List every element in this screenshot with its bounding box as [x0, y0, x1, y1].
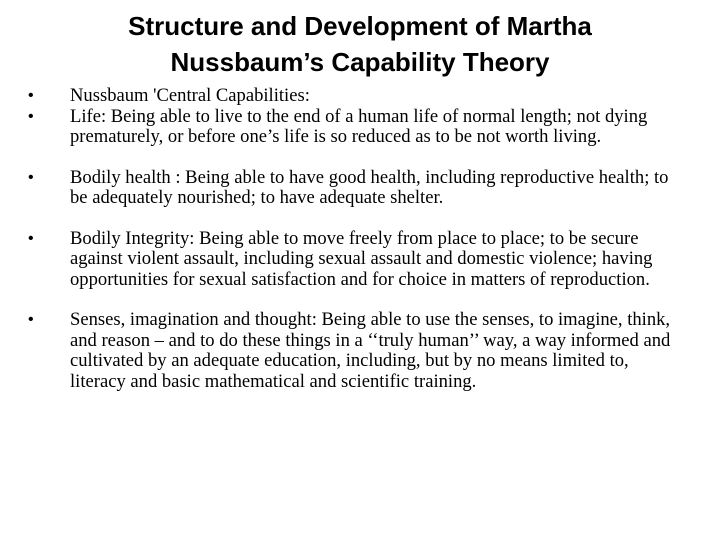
bullet-list [28, 86, 678, 392]
title-line-2: Nussbaum’s Capability Theory [170, 47, 550, 77]
bullet-item-life [28, 107, 678, 148]
bullet-text: Nussbaum 'Central Capabilities: [70, 85, 310, 106]
title-line-1: Structure and Development of Martha [128, 11, 592, 41]
bullet-icon: • [28, 87, 34, 104]
bullet-item-senses [28, 310, 678, 392]
bullet-text: Bodily health : Being able to have good health, including reproductive health; to be adequately nourished; to have adequate shelter. [70, 166, 669, 208]
bullet-icon: • [28, 229, 34, 247]
bullet-text: Senses, imagination and thought: Being able to use the senses, to imagine, think, and reason – and to do these things in a ‘‘truly human’’ way, a way informed and cultivated by an adequate education, including, but by no means limited to, literacy and basic mathematical and scientific training. [70, 309, 671, 392]
bullet-text: Life: Being able to live to the end of a human life of normal length; not dying prematurely, or before one’s life is so reduced as to be not worth living. [70, 105, 648, 147]
bullet-item-central-capabilities [28, 86, 678, 107]
slide-title [60, 8, 660, 80]
bullet-item-bodily-integrity [28, 229, 678, 291]
bullet-icon: • [28, 311, 34, 328]
bullet-text: Bodily Integrity: Being able to move freely from place to place; to be secure against violent assault, including sexual assault and domestic violence; having opportunities for sexual satisfaction and for choice in matters of reproduction. [70, 227, 653, 290]
bullet-icon: • [28, 168, 34, 186]
bullet-item-bodily-health [28, 168, 678, 209]
bullet-icon: • [28, 107, 34, 125]
